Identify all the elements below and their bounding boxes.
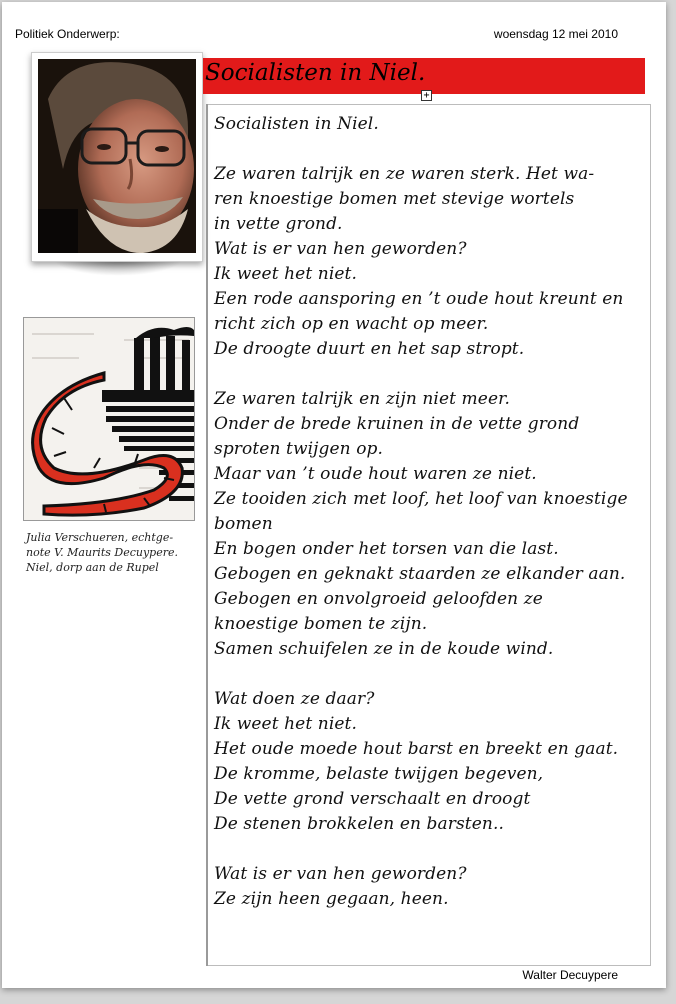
- poem-line: En bogen onder het torsen van die last.: [214, 539, 559, 559]
- poem-line: Ze zijn heen gegaan, heen.: [214, 889, 449, 909]
- poem-line: Een rode aansporing en ’t oude hout kreunt en: [214, 289, 624, 309]
- poem-line: Ik weet het niet.: [214, 264, 357, 284]
- poem-line: Het oude moede hout barst en breekt en gaat.: [214, 739, 619, 759]
- poem-line: Wat doen ze daar?: [214, 689, 375, 709]
- poem-line: Wat is er van hen geworden?: [214, 864, 467, 884]
- section-label: Politiek Onderwerp:: [15, 27, 120, 41]
- poem-line: ren knoestige bomen met stevige wortels: [214, 189, 575, 209]
- illustration-caption: [26, 530, 201, 575]
- caption-line: Niel, dorp aan de Rupel: [26, 561, 159, 574]
- poem-line: [214, 662, 648, 687]
- author-name: Walter Decuypere: [522, 968, 618, 982]
- poem-line: sproten twijgen op.: [214, 439, 384, 459]
- poem-line: bomen: [214, 514, 273, 534]
- factory-road-illustration: [24, 318, 194, 520]
- poem-line: knoestige bomen te zijn.: [214, 614, 428, 634]
- poem-line: De vette grond verschaalt en droogt: [214, 789, 531, 809]
- date-label: woensdag 12 mei 2010: [493, 27, 618, 41]
- poem-line: in vette grond.: [214, 214, 343, 234]
- poem-line: De droogte duurt en het sap stropt.: [214, 339, 525, 359]
- portrait-illustration: [38, 59, 196, 253]
- poem-line: Onder de brede kruinen in de vette grond: [214, 414, 580, 434]
- poem-body: [214, 112, 648, 912]
- poem-line: [214, 837, 648, 862]
- poem-line: Ze waren talrijk en zijn niet meer.: [214, 389, 510, 409]
- poem-line: Gebogen en geknakt staarden ze elkander aan.: [214, 564, 626, 584]
- poem-line: Gebogen en onvolgroeid geloofden ze: [214, 589, 543, 609]
- poem-line: Ze waren talrijk en ze waren sterk. Het wa-: [214, 164, 595, 184]
- caption-line: Julia Verschueren, echtge-: [26, 531, 174, 544]
- poem-line: richt zich op en wacht op meer.: [214, 314, 489, 334]
- poem-line: De kromme, belaste twijgen begeven,: [214, 764, 544, 784]
- poem-line: Wat is er van hen geworden?: [214, 239, 467, 259]
- poem-line: Ze tooiden zich met loof, het loof van knoestige: [214, 489, 628, 509]
- expand-icon[interactable]: +: [421, 90, 432, 101]
- document-page: [2, 2, 666, 988]
- poem-line: Samen schuifelen ze in de koude wind.: [214, 639, 554, 659]
- poem-line: [214, 362, 648, 387]
- poem-text-box[interactable]: [208, 104, 651, 966]
- illustration-frame[interactable]: [23, 317, 195, 521]
- poem-line: Ik weet het niet.: [214, 714, 357, 734]
- title-banner: [203, 58, 645, 94]
- poem-line: Maar van ’t oude hout waren ze niet.: [214, 464, 537, 484]
- poem-line: Socialisten in Niel.: [214, 114, 379, 134]
- poem-line: [214, 137, 648, 162]
- article-title: Socialisten in Niel.: [205, 60, 426, 86]
- caption-line: note V. Maurits Decuypere.: [26, 546, 178, 559]
- poem-line: De stenen brokkelen en barsten..: [214, 814, 504, 834]
- portrait-photo: [38, 59, 196, 253]
- portrait-photo-frame[interactable]: [31, 52, 203, 262]
